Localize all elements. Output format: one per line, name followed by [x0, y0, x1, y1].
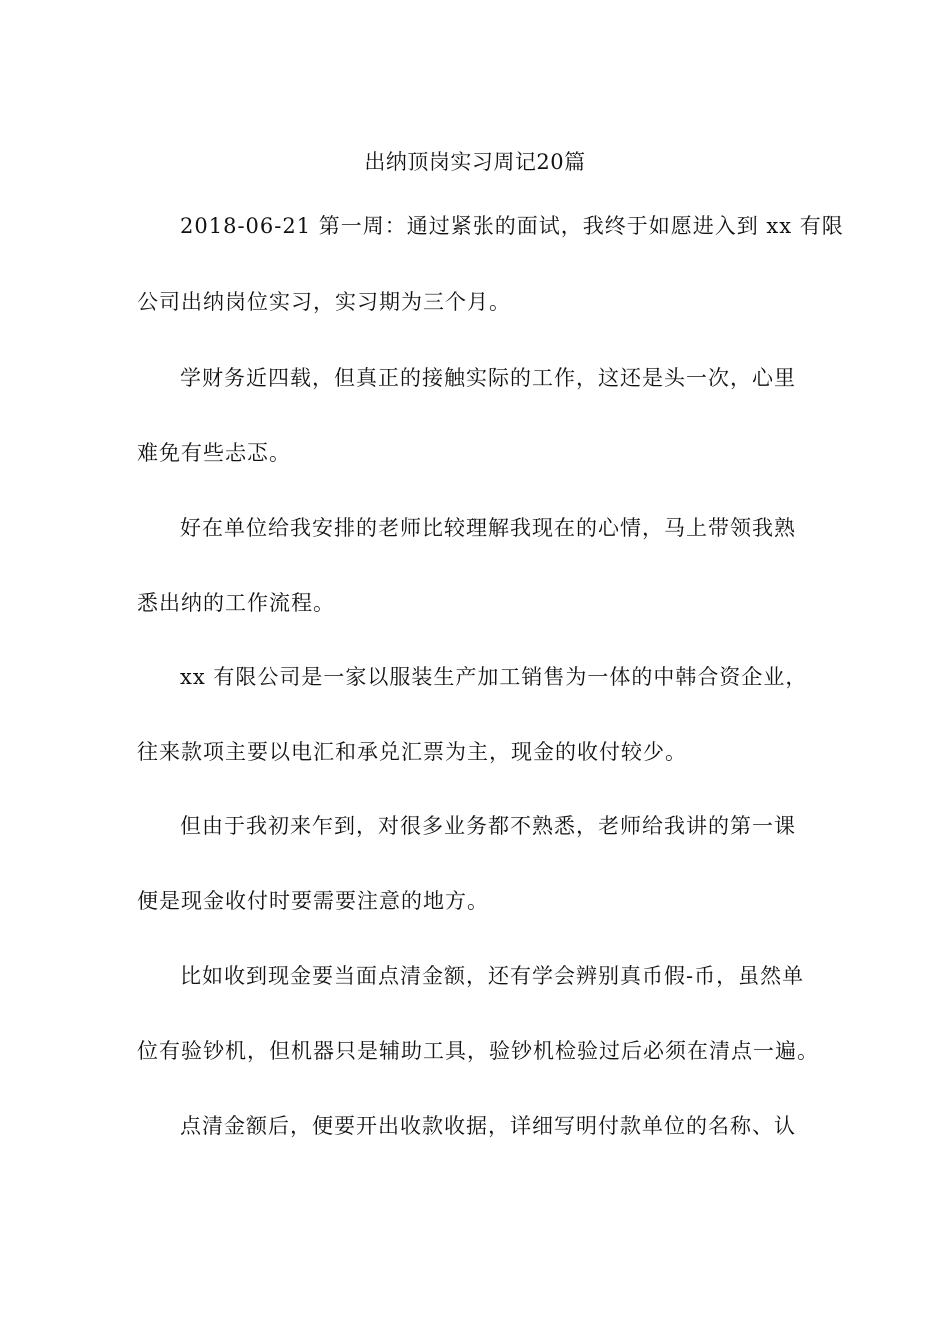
paragraph-6-line-2: 位有验钞机，但机器只是辅助工具，验钞机检验过后必须在清点一遍。	[137, 1039, 819, 1063]
paragraph-1-line-1: 2018-06-21 第一周：通过紧张的面试，我终于如愿进入到 xx 有限	[180, 214, 844, 238]
paragraph-6-line-1: 比如收到现金要当面点清金额，还有学会辨别真币假-币，虽然单	[180, 964, 805, 988]
paragraph-4-line-2: 往来款项主要以电汇和承兑汇票为主，现金的收付较少。	[137, 740, 687, 764]
paragraph-5-line-1: 但由于我初来乍到，对很多业务都不熟悉，老师给我讲的第一课	[180, 814, 796, 838]
paragraph-3-line-2: 悉出纳的工作流程。	[137, 591, 335, 615]
paragraph-4-line-1: xx 有限公司是一家以服装生产加工销售为一体的中韩合资企业，	[180, 665, 808, 689]
paragraph-5-line-2: 便是现金收付时要需要注意的地方。	[137, 889, 489, 913]
paragraph-3-line-1: 好在单位给我安排的老师比较理解我现在的心情，马上带领我熟	[180, 516, 796, 540]
paragraph-1-line-2: 公司出纳岗位实习，实习期为三个月。	[137, 290, 511, 314]
paragraph-2-line-2: 难免有些忐忑。	[137, 441, 291, 465]
paragraph-2-line-1: 学财务近四载，但真正的接触实际的工作，这还是头一次，心里	[180, 366, 796, 390]
paragraph-7-line-1: 点清金额后，便要开出收款收据，详细写明付款单位的名称、认	[180, 1114, 796, 1138]
document-title: 出纳顶岗实习周记20篇	[364, 150, 586, 174]
